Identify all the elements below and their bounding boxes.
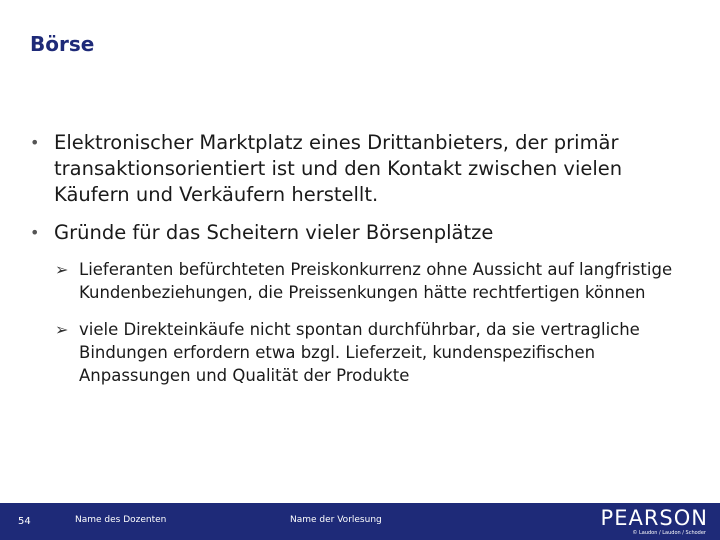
bullet-dot-icon: • xyxy=(30,133,40,152)
bullet-item xyxy=(30,220,690,246)
bullet-text: Gründe für das Scheitern vieler Börsenplätze xyxy=(54,221,494,244)
pearson-logo: PEARSON xyxy=(600,506,708,530)
page-number: 54 xyxy=(18,516,31,527)
sub-bullet-list xyxy=(30,258,690,387)
bullet-item xyxy=(30,130,690,208)
copyright-text: © Laudon / Laudon / Schoder xyxy=(632,530,706,536)
slide-content xyxy=(30,130,690,401)
arrow-bullet-icon: ➢ xyxy=(55,320,69,339)
arrow-bullet-icon: ➢ xyxy=(55,260,69,279)
presenter-name: Name des Dozenten xyxy=(75,515,167,525)
sub-bullet-text: Lieferanten befürchteten Preiskonkurrenz ohne Aussicht auf langfristige Kundenbeziehungen, die Preissenkungen hätte rechtfertigen können xyxy=(79,260,673,302)
bullet-dot-icon: • xyxy=(30,223,40,242)
slide-title: Börse xyxy=(30,32,95,56)
sub-bullet-text: viele Direkteinkäufe nicht spontan durchführbar, da sie vertragliche Bindungen erfordern etwa bzgl. Lieferzeit, kundenspezifischen Anpassungen und Qualität der Produkte xyxy=(79,320,640,385)
sub-bullet-item xyxy=(30,318,690,387)
sub-bullet-item xyxy=(30,258,690,304)
bullet-text: Elektronischer Marktplatz eines Drittanbieters, der primär transaktionsorientiert ist und den Kontakt zwischen vielen Käufern und Verkäufern herstellt. xyxy=(54,131,623,206)
footer-bar xyxy=(0,503,720,540)
lecture-name: Name der Vorlesung xyxy=(290,515,382,525)
